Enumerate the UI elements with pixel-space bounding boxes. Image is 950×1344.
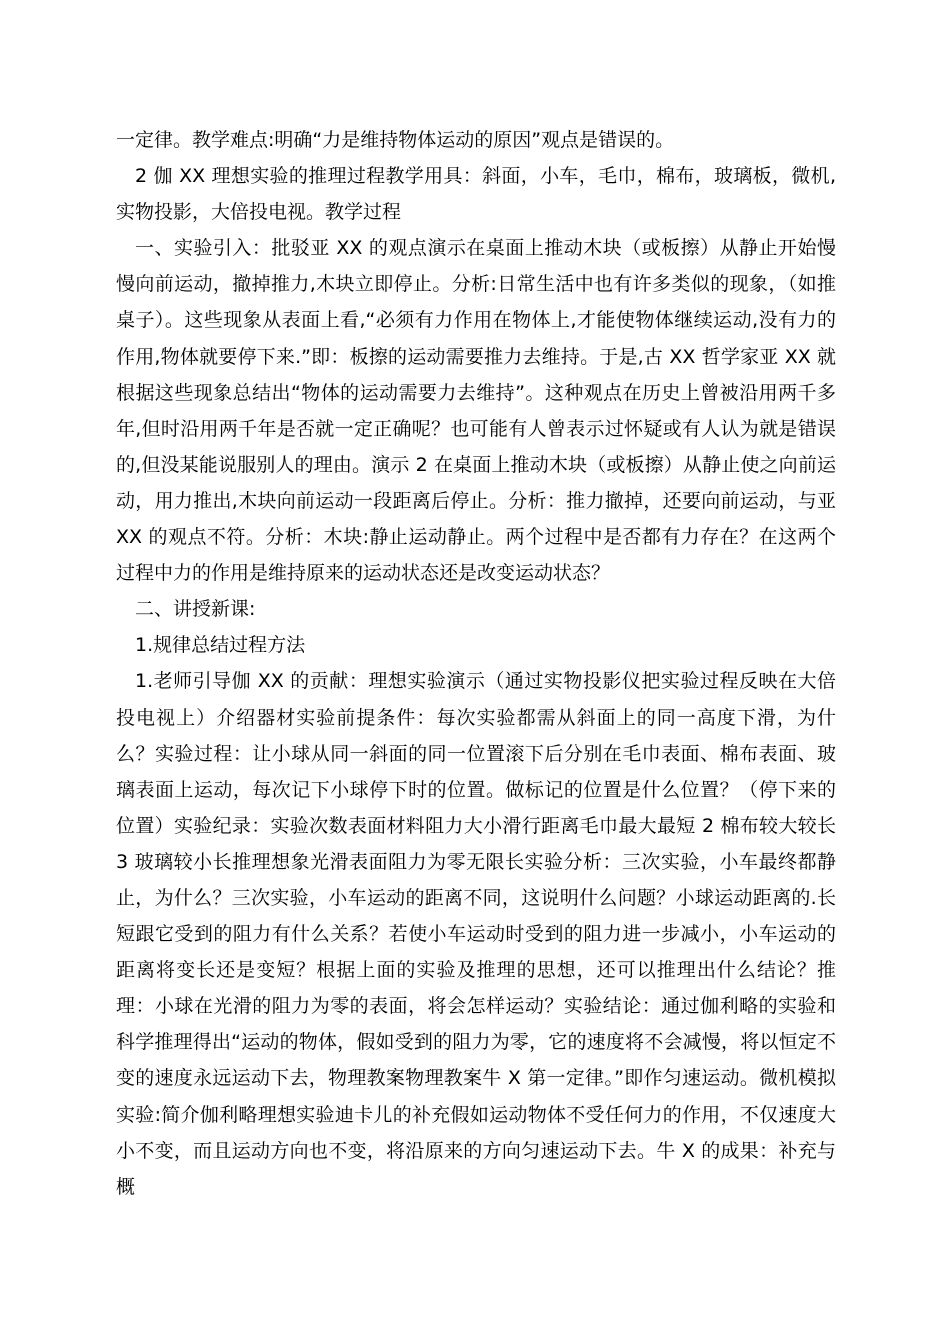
paragraph-teaching-tools: 2 伽 XX 理想实验的推理过程教学用具：斜面，小车，毛巾，棉布，玻璃板，微机,实物投影，大倍投电视。教学过程 [116,165,836,224]
paragraph-experiment-intro: 一、实验引入：批驳亚 XX 的观点演示在桌面上推动木块（或板擦）从静止开始慢慢向前运动，撤掉推力,木块立即停止。分析:日常生活中也有许多类似的现象，（如推桌子）。这些现象从表面上看,“必须有力作用在物体上,才能使物体继续运动,没有力的作用,物体就要停下来.”即：板擦的运动需要推力去维持。于是,古 XX 哲学家亚 XX 就根据这些现象总结出“物体的运动需要力去维持”。这种观点在历史上曾被沿用两千多年,但时沿用两千年是否就一定正确呢？也可能有人曾表示过怀疑或有人认为就是错误的,但没某能说服别人的理由。演示 2 在桌面上推动木块（或板擦）从静止使之向前运动，用力推出,木块向前运动一段距离后停止。分析：推力撤掉，还要向前运动，与亚 XX 的观点不符。分析：木块:静止运动静止。两个过程中是否都有力存在？在这两个过程中力的作用是维持原来的运动状态还是改变运动状态？ [116,237,836,585]
paragraph-ideal-experiment: 1.老师引导伽 XX 的贡献：理想实验演示（通过实物投影仪把实验过程反映在大倍投电视上）介绍器材实验前提条件：每次实验都需从斜面上的同一高度下滑，为什么？实验过程：让小球从同一斜面的同一位置滚下后分别在毛巾表面、棉布表面、玻璃表面上运动，每次记下小球停下时的位置。做标记的位置是什么位置？（停下来的位置）实验纪录：实验次数表面材料阻力大小滑行距离毛巾最大最短 2 棉布较大较长 3 玻璃较小长推理想象光滑表面阻力为零无限长实验分析：三次实验，小车最终都静止，为什么？三次实验，小车运动的距离不同，这说明什么问题？小球运动距离的.长短跟它受到的阻力有什么关系？若使小车运动时受到的阻力进一步减小，小车运动的距离将变长还是变短？根据上面的实验及推理的思想，还可以推理出什么结论？推理：小球在光滑的阻力为零的表面，将会怎样运动？实验结论：通过伽利略的实验和科学推理得出“运动的物体，假如受到的阻力为零，它的速度将不会减慢，将以恒定不变的速度永远运动下去，物理教案物理教案牛 X 第一定律。”即作匀速运动。微机模拟实验:简介伽利略理想实验迪卡儿的补充假如运动物体不受任何力的作用，不仅速度大小不变，而且运动方向也不变，将沿原来的方向匀速运动下去。牛 X 的成果：补充与概 [116,670,836,1198]
paragraph-new-lesson-heading: 二、讲授新课: [135,598,256,621]
paragraph-method-heading: 1.规律总结过程方法 [135,634,306,657]
paragraph-continuation: 一定律。教学难点:明确“力是维持物体运动的原因”观点是错误的。 [116,129,675,151]
document-body [116,122,836,1205]
